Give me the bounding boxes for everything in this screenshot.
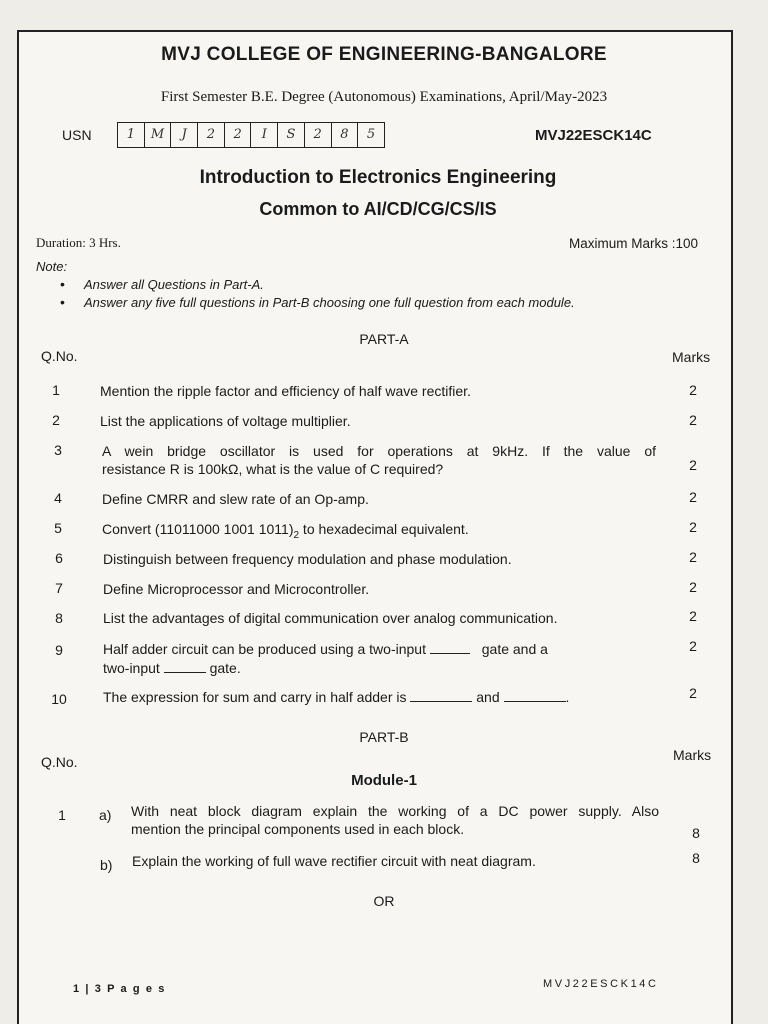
question-text-part: two-input bbox=[103, 660, 160, 676]
question-number: 4 bbox=[54, 490, 62, 506]
question-text bbox=[103, 688, 569, 706]
usn-digit: M bbox=[145, 123, 172, 147]
question-number: 3 bbox=[54, 442, 62, 458]
question-text-part: gate. bbox=[209, 660, 241, 676]
bullet-icon: • bbox=[60, 276, 65, 292]
course-code: MVJ22ESCK14C bbox=[535, 127, 652, 144]
page-footer: 1 | 3 P a g e s bbox=[73, 983, 166, 995]
note-item: Answer all Questions in Part-A. bbox=[84, 277, 264, 292]
question-number: 2 bbox=[52, 412, 60, 428]
marks-header: Marks bbox=[673, 747, 712, 763]
question-marks: 2 bbox=[689, 489, 697, 505]
answer-blank bbox=[164, 660, 206, 673]
answer-blank bbox=[410, 689, 472, 702]
question-marks: 8 bbox=[692, 850, 700, 866]
answer-blank bbox=[430, 641, 470, 654]
question-text: A wein bridge oscillator is used for operations at 9kHz. If the value of bbox=[102, 443, 656, 459]
question-text: List the applications of voltage multiplier. bbox=[100, 413, 351, 429]
question-text: Define Microprocessor and Microcontroller. bbox=[103, 581, 370, 597]
max-marks: Maximum Marks :100 bbox=[569, 236, 699, 251]
footer-code: MVJ22ESCK14C bbox=[543, 978, 659, 990]
usn-digit: 2 bbox=[225, 123, 252, 147]
question-text-part: Half adder circuit can be produced using a two-input bbox=[103, 641, 426, 657]
question-marks: 2 bbox=[689, 685, 697, 701]
part-b-heading: PART-B bbox=[359, 729, 409, 745]
question-text: mention the principal components used in each block. bbox=[131, 821, 465, 837]
question-text bbox=[102, 520, 469, 545]
question-text-part: to hexadecimal equivalent. bbox=[299, 521, 469, 537]
question-number: 1 bbox=[58, 807, 66, 823]
duration: Duration: 3 Hrs. bbox=[36, 235, 121, 250]
usn-digit: 1 bbox=[118, 123, 145, 147]
subscript: 2 bbox=[293, 529, 300, 541]
usn-box bbox=[117, 122, 385, 148]
question-number: 6 bbox=[55, 550, 63, 566]
question-marks: 2 bbox=[689, 638, 697, 654]
question-text-part: The expression for sum and carry in half adder is bbox=[103, 689, 407, 705]
note-item: Answer any five full questions in Part-B choosing one full question from each module. bbox=[84, 295, 575, 310]
question-marks: 2 bbox=[689, 382, 697, 398]
module-heading: Module-1 bbox=[351, 772, 417, 789]
usn-digit: J bbox=[171, 123, 198, 147]
question-text-part: gate and a bbox=[481, 641, 548, 657]
question-text-part: Convert (11011000 1001 1011) bbox=[102, 521, 294, 537]
qno-header: Q.No. bbox=[41, 348, 78, 364]
question-text-part: . bbox=[565, 689, 570, 705]
sub-question-label: a) bbox=[99, 807, 112, 823]
question-text: With neat block diagram explain the working of a DC power supply. Also bbox=[131, 803, 659, 819]
question-text-part: and bbox=[476, 689, 500, 705]
question-marks: 8 bbox=[692, 825, 700, 841]
question-text: List the advantages of digital communication over analog communication. bbox=[103, 610, 558, 626]
usn-label: USN bbox=[62, 127, 92, 143]
usn-digit: 8 bbox=[332, 123, 359, 147]
question-number: 8 bbox=[55, 610, 63, 626]
branches-title: Common to AI/CD/CG/CS/IS bbox=[259, 199, 497, 219]
question-number: 7 bbox=[55, 580, 63, 596]
question-text bbox=[103, 659, 241, 677]
usn-digit: 2 bbox=[198, 123, 225, 147]
bullet-icon: • bbox=[60, 294, 65, 310]
question-text: resistance R is 100kΩ, what is the value of C required? bbox=[102, 461, 444, 477]
college-name: MVJ COLLEGE OF ENGINEERING-BANGALORE bbox=[161, 44, 607, 65]
question-text: Define CMRR and slew rate of an Op-amp. bbox=[102, 491, 369, 507]
or-separator: OR bbox=[373, 893, 395, 909]
question-number: 9 bbox=[55, 642, 63, 658]
question-marks: 2 bbox=[689, 457, 697, 473]
usn-digit: 5 bbox=[366, 127, 376, 142]
question-text: Distinguish between frequency modulation and phase modulation. bbox=[103, 551, 512, 567]
question-marks: 2 bbox=[689, 519, 697, 535]
question-number: 1 bbox=[52, 382, 60, 398]
question-marks: 2 bbox=[689, 608, 697, 624]
question-marks: 2 bbox=[689, 549, 697, 565]
note-label: Note: bbox=[36, 259, 68, 274]
sub-question-label: b) bbox=[100, 857, 113, 873]
question-marks: 2 bbox=[689, 579, 697, 595]
usn-digit: I bbox=[251, 123, 278, 147]
question-number: 10 bbox=[51, 691, 67, 707]
usn-digit: 2 bbox=[305, 123, 332, 147]
exam-title: First Semester B.E. Degree (Autonomous) Examinations, April/May-2023 bbox=[160, 89, 608, 105]
qno-header: Q.No. bbox=[41, 754, 78, 770]
part-a-heading: PART-A bbox=[359, 331, 409, 347]
subject-title: Introduction to Electronics Engineering bbox=[199, 167, 557, 188]
question-text: Mention the ripple factor and efficiency of half wave rectifier. bbox=[100, 383, 471, 399]
question-number: 5 bbox=[54, 520, 62, 536]
answer-blank bbox=[504, 689, 566, 702]
usn-digit: S bbox=[278, 123, 305, 147]
question-text: Explain the working of full wave rectifier circuit with neat diagram. bbox=[132, 853, 536, 869]
question-text bbox=[103, 640, 548, 658]
question-marks: 2 bbox=[689, 412, 697, 428]
marks-header: Marks bbox=[672, 349, 711, 365]
